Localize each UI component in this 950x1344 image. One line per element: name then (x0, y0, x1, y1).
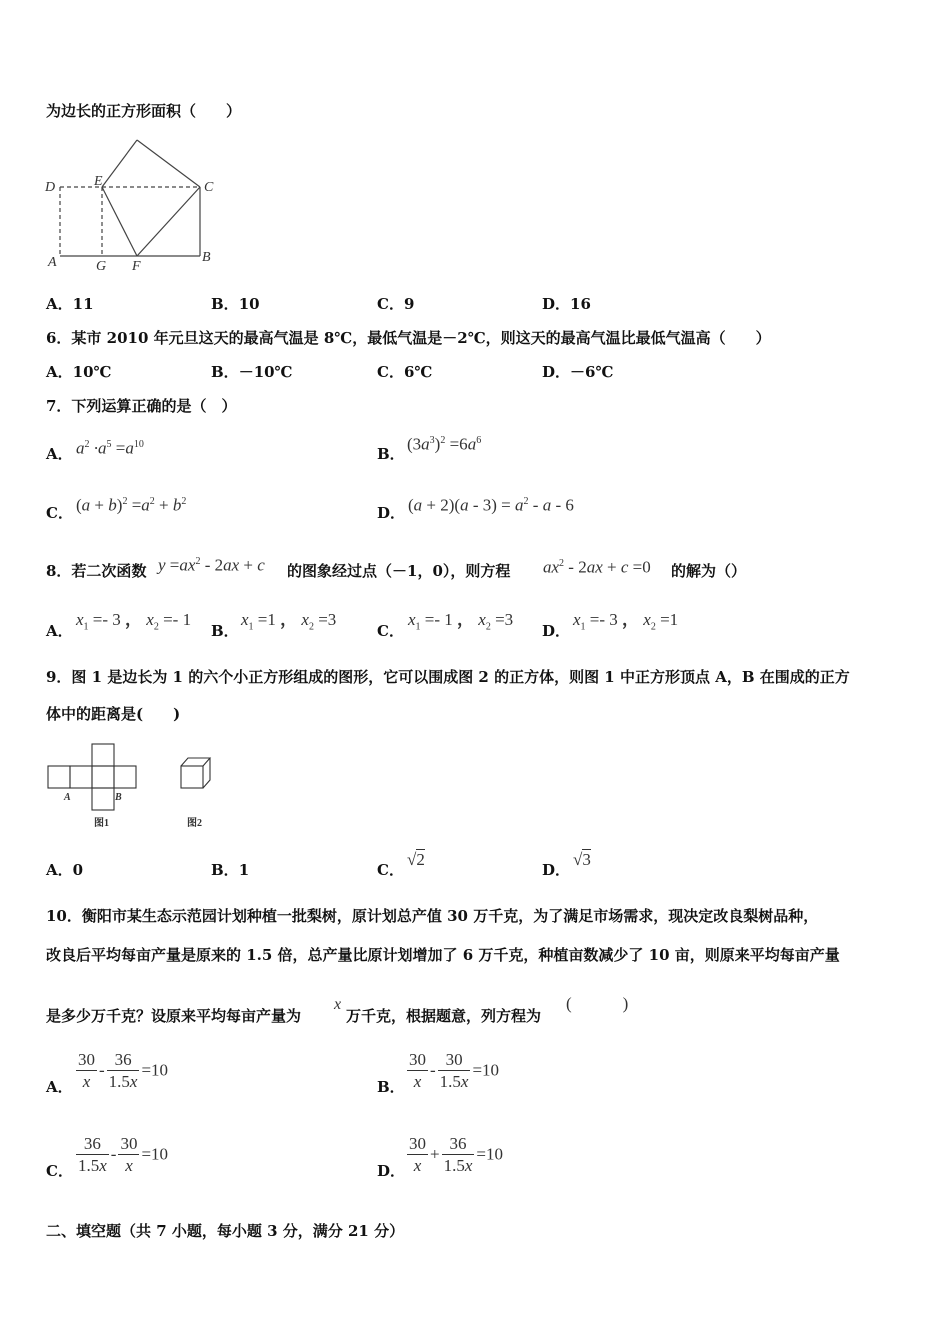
q5-option-d: D．16 (542, 295, 591, 313)
q10-line3-b: 万千克，根据题意，列方程为 (346, 1007, 542, 1025)
q9-stem-line1: 9．图 1 是边长为 1 的六个小正方形组成的图形，它可以围成图 2 的正方体，则图 1 中正方形顶点 A，B 在围成的正方 (46, 668, 850, 686)
label-B: B (202, 250, 211, 265)
q6-option-d: D．－6℃ (542, 363, 614, 381)
q8-option-a-letter: A． (46, 622, 73, 640)
label-G: G (96, 259, 107, 274)
q8-stem-c: 的解为（） (671, 562, 747, 580)
q10-option-b-letter: B． (377, 1078, 405, 1096)
q9-option-c-formula: √2 (407, 850, 425, 869)
label-E: E (94, 174, 103, 189)
q8-option-b-letter: B． (211, 622, 239, 640)
q8-equation-formula: $ax^2 - 2ax + c =0$ (543, 557, 651, 577)
label-C: C (204, 180, 214, 195)
q9-option-c-letter: C． (377, 861, 404, 879)
q7-stem: 7．下列运算正确的是（ ） (46, 397, 237, 415)
q8-stem-b: 的图象经过点（－1，0），则方程 (287, 562, 511, 580)
point-b: B (115, 792, 122, 803)
q7-option-d-letter: D． (377, 504, 406, 522)
label-D: D (45, 180, 56, 195)
q8-option-c-letter: C． (377, 622, 404, 640)
q9-option-d-letter: D． (542, 861, 571, 879)
q7-option-c-formula: $(a + b)^2 =a^2 + b^2$ (76, 495, 187, 515)
q10-answer-blank: ( ) (566, 994, 629, 1013)
label-A: A (48, 255, 57, 270)
q6-option-b: B．－10℃ (211, 363, 293, 381)
q8-option-d-formula: $x_1 =- 3$ ， $x_2 =1$ (573, 610, 679, 633)
q5-square-figure (40, 130, 230, 275)
fig2-caption: 图2 (187, 818, 202, 829)
fig1-caption: 图1 (94, 818, 109, 829)
q7-option-c-letter: C． (46, 504, 73, 522)
q7-option-b-letter: B． (377, 445, 405, 463)
q8-option-d-letter: D． (542, 622, 571, 640)
q7-option-d-formula: $(a + 2)(a - 3) = a^2 - a - 6$ (408, 495, 574, 515)
q5-option-a: A．11 (46, 295, 94, 313)
q9-cube-figure (175, 754, 225, 834)
q7-option-b-formula: $(3a^3)^2 =6a^6$ (407, 434, 482, 454)
point-a: A (64, 792, 71, 803)
q10-option-b-formula: $\frac{30}{x}$ - $\frac{30}{1.5x}$ =10 (409, 1050, 500, 1091)
q7-option-a-letter: A． (46, 445, 73, 463)
q8-option-b-formula: $x_1 =1$ ， $x_2 =3$ (241, 610, 337, 633)
q5-stem-tail: 为边长的正方形面积（ ） (46, 102, 242, 120)
q9-option-b: B．1 (211, 861, 250, 879)
q9-stem-line2: 体中的距离是( ) (46, 705, 181, 723)
q5-option-c: C．9 (377, 295, 415, 313)
q8-stem-a: 8．若二次函数 (46, 562, 147, 580)
section2-heading: 二、填空题（共 7 小题，每小题 3 分，满分 21 分） (46, 1222, 405, 1240)
q10-variable-x: x (334, 996, 342, 1013)
q5-option-b: B．10 (211, 295, 260, 313)
q10-line1: 10．衡阳市某生态示范园计划种植一批梨树，原计划总产值 30 万千克，为了满足市场需求，现决定改良梨树品种， (46, 907, 819, 925)
q10-option-c-letter: C． (46, 1162, 73, 1180)
q9-option-a: A．0 (46, 861, 84, 879)
q6-stem: 6．某市 2010 年元旦这天的最高气温是 8℃，最低气温是－2℃，则这天的最高气温比最低气温高（ ） (46, 329, 771, 347)
q6-option-c: C．6℃ (377, 363, 433, 381)
q7-option-a-formula: $a^2 \cdot a^5 =a^{10}$ (76, 438, 144, 458)
q8-option-c-formula: $x_1 =- 1$ ， $x_2 =3$ (408, 610, 514, 633)
q9-net-figure (44, 740, 144, 835)
q10-option-d-letter: D． (377, 1162, 406, 1180)
q10-option-a-letter: A． (46, 1078, 73, 1096)
q10-option-a-formula: $\frac{30}{x}$ - $\frac{36}{1.5x}$ =10 (78, 1050, 169, 1091)
q9-option-d-formula: √3 (573, 850, 591, 869)
label-F: F (132, 259, 141, 274)
q6-option-a: A．10℃ (46, 363, 112, 381)
q10-line2: 改良后平均每亩产量是原来的 1.5 倍，总产量比原计划增加了 6 万千克，种植亩数减少了 10 亩，则原来平均每亩产量 (46, 946, 840, 964)
q8-option-a-formula: $x_1 =- 3$ ， $x_2 =- 1$ (76, 610, 192, 633)
q10-line3-a: 是多少万千克？设原来平均每亩产量为 (46, 1007, 302, 1025)
q10-option-d-formula: $\frac{30}{x}$ + $\frac{36}{1.5x}$ =10 (409, 1134, 503, 1175)
q10-option-c-formula: $\frac{36}{1.5x}$ - $\frac{30}{x}$ =10 (78, 1134, 169, 1175)
q8-function-formula: $y =ax^2 - 2ax + c$ (158, 555, 265, 575)
